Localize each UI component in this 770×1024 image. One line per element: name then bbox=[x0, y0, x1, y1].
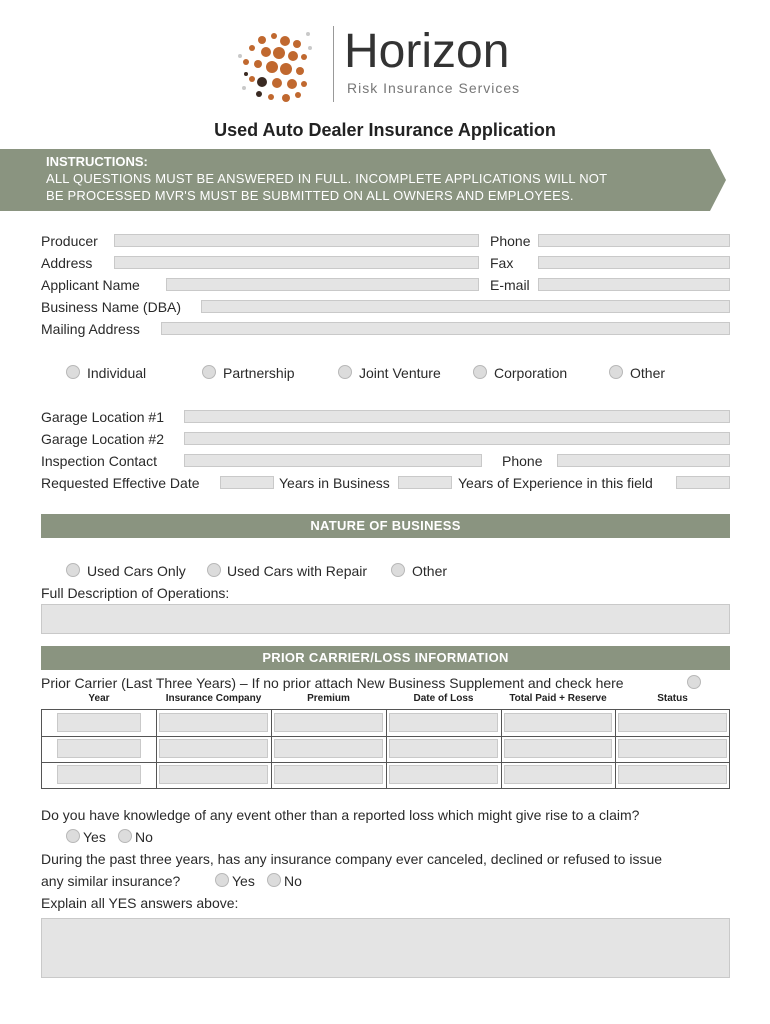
description-field[interactable] bbox=[41, 604, 730, 634]
table-cell[interactable] bbox=[159, 739, 268, 758]
table-cell[interactable] bbox=[274, 739, 383, 758]
description-label: Full Description of Operations: bbox=[41, 585, 230, 601]
table-cell[interactable] bbox=[274, 713, 383, 732]
inspection-contact-field[interactable] bbox=[184, 454, 482, 467]
corporation-label: Corporation bbox=[494, 365, 568, 381]
table-cell[interactable] bbox=[389, 739, 498, 758]
col-year: Year bbox=[88, 693, 110, 704]
partnership-label: Partnership bbox=[223, 365, 295, 381]
years-in-business-label: Years in Business bbox=[279, 475, 390, 491]
garage-1-label: Garage Location #1 bbox=[41, 409, 164, 425]
table-cell[interactable] bbox=[504, 713, 612, 732]
joint-venture-radio[interactable] bbox=[338, 365, 352, 379]
prior-carrier-note: Prior Carrier (Last Three Years) – If no prior attach New Business Supplement and check here bbox=[41, 675, 624, 691]
mailing-address-field[interactable] bbox=[161, 322, 730, 335]
years-experience-field[interactable] bbox=[676, 476, 730, 489]
q1-no-label: No bbox=[135, 829, 153, 845]
phone-field[interactable] bbox=[538, 234, 730, 247]
applicant-name-field[interactable] bbox=[166, 278, 479, 291]
fax-label: Fax bbox=[490, 255, 514, 271]
email-field[interactable] bbox=[538, 278, 730, 291]
address-label: Address bbox=[41, 255, 93, 271]
table-cell[interactable] bbox=[389, 713, 498, 732]
producer-field[interactable] bbox=[114, 234, 479, 247]
logo-divider bbox=[333, 26, 334, 102]
other-business-label: Other bbox=[412, 563, 448, 579]
fax-field[interactable] bbox=[538, 256, 730, 269]
used-cars-repair-radio[interactable] bbox=[207, 563, 221, 577]
producer-label: Producer bbox=[41, 233, 98, 249]
effective-date-field[interactable] bbox=[220, 476, 274, 489]
table-cell[interactable] bbox=[159, 765, 268, 784]
other-entity-label: Other bbox=[630, 365, 666, 381]
partnership-radio[interactable] bbox=[202, 365, 216, 379]
corporation-radio[interactable] bbox=[473, 365, 487, 379]
other-business-radio[interactable] bbox=[391, 563, 405, 577]
col-date-of-loss: Date of Loss bbox=[413, 693, 474, 704]
table-cell[interactable] bbox=[504, 765, 612, 784]
email-label: E-mail bbox=[490, 277, 530, 293]
individual-radio[interactable] bbox=[66, 365, 80, 379]
other-entity-radio[interactable] bbox=[609, 365, 623, 379]
question-1: Do you have knowledge of any event other than a reported loss which might give rise to a claim? bbox=[41, 807, 640, 823]
explain-label: Explain all YES answers above: bbox=[41, 895, 239, 911]
horizon-logo-mark bbox=[222, 22, 318, 106]
address-field[interactable] bbox=[114, 256, 479, 269]
mailing-address-label: Mailing Address bbox=[41, 321, 140, 337]
table-cell[interactable] bbox=[618, 765, 727, 784]
col-premium: Premium bbox=[307, 693, 350, 704]
page-title: Used Auto Dealer Insurance Application bbox=[214, 120, 556, 140]
phone-label: Phone bbox=[490, 233, 531, 249]
inspection-phone-label: Phone bbox=[502, 453, 543, 469]
garage-2-label: Garage Location #2 bbox=[41, 431, 164, 447]
business-name-field[interactable] bbox=[201, 300, 730, 313]
years-in-business-field[interactable] bbox=[398, 476, 452, 489]
q1-yes-label: Yes bbox=[83, 829, 106, 845]
brand-tagline: Risk Insurance Services bbox=[347, 80, 521, 96]
table-cell[interactable] bbox=[618, 713, 727, 732]
col-status: Status bbox=[657, 693, 688, 704]
used-cars-only-radio[interactable] bbox=[66, 563, 80, 577]
question-2-line-1: During the past three years, has any insurance company ever canceled, declined or refused to issue bbox=[41, 851, 663, 867]
table-cell[interactable] bbox=[57, 739, 141, 758]
table-cell[interactable] bbox=[504, 739, 612, 758]
business-name-label: Business Name (DBA) bbox=[41, 299, 182, 315]
col-total-paid: Total Paid + Reserve bbox=[509, 693, 607, 704]
prior-carrier-header: PRIOR CARRIER/LOSS INFORMATION bbox=[41, 646, 730, 670]
used-cars-only-label: Used Cars Only bbox=[87, 563, 186, 579]
applicant-name-label: Applicant Name bbox=[41, 277, 140, 293]
inspection-contact-label: Inspection Contact bbox=[41, 453, 157, 469]
q2-no-radio[interactable] bbox=[267, 873, 281, 887]
q2-no-label: No bbox=[284, 873, 302, 889]
instructions-line-2: BE PROCESSED MVR'S MUST BE SUBMITTED ON ALL OWNERS AND EMPLOYEES. bbox=[46, 188, 574, 203]
table-cell[interactable] bbox=[618, 739, 727, 758]
instructions-heading: INSTRUCTIONS: bbox=[46, 154, 148, 169]
col-company: Insurance Company bbox=[165, 693, 262, 704]
table-cell[interactable] bbox=[57, 713, 141, 732]
nature-of-business-header: NATURE OF BUSINESS bbox=[41, 514, 730, 538]
used-cars-repair-label: Used Cars with Repair bbox=[227, 563, 368, 579]
garage-2-field[interactable] bbox=[184, 432, 730, 445]
question-2-line-2: any similar insurance? bbox=[41, 873, 181, 889]
table-cell[interactable] bbox=[274, 765, 383, 784]
instructions-line-1: ALL QUESTIONS MUST BE ANSWERED IN FULL. INCOMPLETE APPLICATIONS WILL NOT bbox=[46, 171, 608, 186]
individual-label: Individual bbox=[87, 365, 147, 381]
garage-1-field[interactable] bbox=[184, 410, 730, 423]
years-experience-label: Years of Experience in this field bbox=[458, 475, 653, 491]
table-cell[interactable] bbox=[159, 713, 268, 732]
effective-date-label: Requested Effective Date bbox=[41, 475, 200, 491]
inspection-phone-field[interactable] bbox=[557, 454, 730, 467]
q1-yes-radio[interactable] bbox=[66, 829, 80, 843]
no-prior-check[interactable] bbox=[687, 675, 701, 689]
table-cell[interactable] bbox=[57, 765, 141, 784]
q2-yes-radio[interactable] bbox=[215, 873, 229, 887]
explain-field[interactable] bbox=[41, 918, 730, 978]
q2-yes-label: Yes bbox=[232, 873, 255, 889]
brand-name: Horizon bbox=[344, 25, 510, 78]
joint-venture-label: Joint Venture bbox=[359, 365, 441, 381]
q1-no-radio[interactable] bbox=[118, 829, 132, 843]
table-cell[interactable] bbox=[389, 765, 498, 784]
